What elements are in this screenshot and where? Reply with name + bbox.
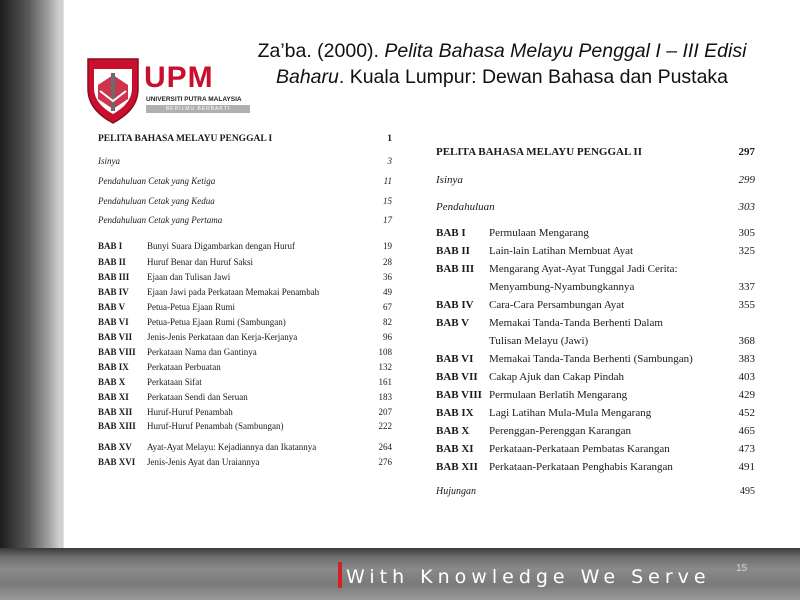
chapter-label: BAB XII — [436, 461, 478, 473]
left-sidebar-band — [0, 0, 64, 548]
intro-page: 303 — [738, 201, 755, 213]
chapter-row — [98, 377, 392, 387]
chapter-page: 19 — [383, 241, 392, 251]
chapter-row — [436, 386, 755, 404]
chapter-label: BAB XI — [98, 392, 129, 402]
chapter-row — [436, 368, 755, 386]
chapter-title: Lagi Latihan Mula-Mula Mengarang — [489, 407, 652, 419]
chapter-title: Bunyi Suara Digambarkan dengan Huruf — [147, 241, 295, 251]
chapter-row — [436, 422, 755, 440]
citation-publisher: . Kuala Lumpur: Dewan Bahasa dan Pustaka — [338, 66, 729, 88]
chapter-page: 403 — [738, 371, 755, 383]
page2-title: PELITA BAHASA MELAYU PENGGAL II — [436, 146, 642, 158]
chapter-page: 276 — [378, 457, 392, 467]
page1-title-page: 1 — [387, 134, 392, 144]
chapter-row — [98, 317, 392, 327]
intro-text: Pendahuluan Cetak yang Ketiga — [98, 176, 216, 186]
page2-title-page: 297 — [738, 146, 755, 158]
chapter-title: Memakai Tanda-Tanda Berhenti (Sambungan) — [489, 353, 693, 365]
intro-text: Pendahuluan Cetak yang Kedua — [98, 196, 215, 206]
chapter-label: BAB II — [98, 257, 126, 267]
chapter-label: BAB VI — [98, 317, 129, 327]
chapter-page: 82 — [383, 317, 392, 327]
chapter-page: 207 — [378, 407, 392, 417]
chapter-label: BAB III — [436, 263, 475, 275]
intro-page: 17 — [383, 215, 392, 225]
chapter-page: 337 — [738, 281, 755, 293]
intro-page: 3 — [387, 156, 392, 166]
chapter-title: Permulaan Berlatih Mengarang — [489, 389, 628, 401]
chapter-page: 452 — [738, 407, 755, 419]
footer-accent-bar — [338, 562, 342, 588]
chapter-page: 28 — [383, 257, 392, 267]
outro-text: Hujungan — [436, 486, 476, 497]
chapter-page: 355 — [738, 299, 755, 311]
chapter-title: Perkataan Nama dan Gantinya — [147, 347, 257, 357]
chapter-label: BAB VI — [436, 353, 474, 365]
intro-page: 11 — [383, 176, 392, 186]
chapter-title: Huruf-Huruf Penambah — [147, 407, 233, 417]
page1-intro-row — [98, 156, 392, 166]
chapter-title: Petua-Petua Ejaan Rumi (Sambungan) — [147, 317, 286, 327]
chapter-row — [98, 362, 392, 372]
chapter-label: BAB XV — [98, 442, 132, 452]
chapter-row — [98, 442, 392, 452]
page2-title-row — [436, 146, 755, 158]
chapter-label: BAB XI — [436, 443, 474, 455]
chapter-title: Jenis-Jenis Ayat dan Uraiannya — [147, 457, 260, 467]
chapter-title: Ejaan Jawi pada Perkataan Memakai Penambah — [147, 287, 320, 297]
chapter-row — [98, 347, 392, 357]
chapter-row — [98, 257, 392, 267]
page2-outro-row — [436, 486, 755, 497]
chapter-page: 96 — [383, 332, 392, 342]
intro-text: Isinya — [436, 174, 463, 186]
chapter-row — [98, 332, 392, 342]
chapter-page: 183 — [378, 392, 392, 402]
page1-intro-row — [98, 176, 392, 186]
intro-page: 15 — [383, 196, 392, 206]
chapter-row — [436, 404, 755, 422]
chapter-page: 108 — [378, 347, 392, 357]
chapter-page: 161 — [378, 377, 392, 387]
chapter-page: 222 — [378, 421, 392, 431]
page1-title-row — [98, 134, 392, 144]
book-page-penggal-1 — [92, 126, 396, 512]
citation-book-title: Pelita Bahasa Melayu Penggal I – III Edisi Baharu — [275, 40, 747, 88]
chapter-page: 49 — [383, 287, 392, 297]
chapter-title: Huruf Benar dan Huruf Saksi — [147, 257, 253, 267]
chapter-row — [98, 287, 392, 297]
chapter-page: 305 — [738, 227, 755, 239]
chapter-page: 67 — [383, 302, 392, 312]
upm-crest-icon — [84, 55, 142, 125]
chapter-label: BAB VIII — [436, 389, 482, 401]
chapter-row — [98, 457, 392, 467]
chapter-title: Memakai Tanda-Tanda Berhenti Dalam Tulisan Melayu (Jawi) — [489, 317, 663, 347]
chapter-row — [436, 260, 755, 296]
chapter-row — [436, 350, 755, 368]
chapter-page: 368 — [738, 335, 755, 347]
chapter-page: 465 — [738, 425, 755, 437]
citation-author-year: Za’ba. (2000). — [257, 40, 385, 62]
chapter-row — [98, 302, 392, 312]
page1-title: PELITA BAHASA MELAYU PENGGAL I — [98, 134, 273, 144]
chapter-page: 36 — [383, 272, 392, 282]
chapter-row — [98, 392, 392, 402]
chapter-title: Perkataan Perbuatan — [147, 362, 221, 372]
chapter-label: BAB IX — [98, 362, 129, 372]
page2-intro-row — [436, 174, 755, 186]
chapter-label: BAB XII — [98, 407, 133, 417]
chapter-label: BAB III — [98, 272, 130, 282]
chapter-label: BAB XIII — [98, 421, 136, 431]
chapter-label: BAB IX — [436, 407, 474, 419]
slide-number: 15 — [736, 563, 748, 574]
chapter-label: BAB V — [98, 302, 126, 312]
chapter-label: BAB VII — [436, 371, 478, 383]
page1-intro-row — [98, 215, 392, 225]
chapter-page: 325 — [738, 245, 755, 257]
chapter-label: BAB IV — [436, 299, 474, 311]
chapter-title: Perkataan-Perkataan Penghabis Karangan — [489, 461, 673, 473]
footer-band — [0, 548, 800, 600]
chapter-row — [98, 272, 392, 282]
chapter-label: BAB V — [436, 317, 470, 329]
citation-heading — [236, 38, 768, 90]
footer-tagline: With Knowledge We Serve — [346, 566, 711, 588]
chapter-title: Petua-Petua Ejaan Rumi — [147, 302, 235, 312]
chapter-row — [98, 241, 392, 251]
chapter-title: Mengarang Ayat-Ayat Tunggal Jadi Cerita: Menyambung-Nyambungkannya — [489, 263, 678, 293]
chapter-title: Perkataan Sifat — [147, 377, 202, 387]
chapter-label: BAB I — [436, 227, 466, 239]
sidebar-stripe — [60, 0, 63, 548]
chapter-label: BAB XVI — [98, 457, 136, 467]
chapter-label: BAB X — [98, 377, 126, 387]
chapter-row — [436, 440, 755, 458]
chapter-row — [98, 421, 392, 431]
chapter-title: Perkataan Sendi dan Seruan — [147, 392, 248, 402]
chapter-title: Lain-lain Latihan Membuat Ayat — [489, 245, 634, 257]
intro-page: 299 — [738, 174, 755, 186]
chapter-label: BAB X — [436, 425, 470, 437]
chapter-label: BAB IV — [98, 287, 129, 297]
chapter-label: BAB I — [98, 241, 123, 251]
chapter-page: 132 — [378, 362, 392, 372]
chapter-label: BAB VII — [98, 332, 133, 342]
chapter-title: Perkataan-Perkataan Pembatas Karangan — [489, 443, 670, 455]
chapter-title: Jenis-Jenis Perkataan dan Kerja-Kerjanya — [147, 332, 298, 342]
chapter-title: Ayat-Ayat Melayu: Kejadiannya dan Ikatannya — [147, 442, 317, 452]
logo-motto: BERILMU BERBAKTI — [146, 105, 250, 113]
chapter-title: Permulaan Mengarang — [489, 227, 589, 239]
page1-intro-row — [98, 196, 392, 206]
logo-university-name: UNIVERSITI PUTRA MALAYSIA — [146, 96, 242, 103]
chapter-title: Cakap Ajuk dan Cakap Pindah — [489, 371, 625, 383]
logo-wordmark: UPM — [144, 61, 214, 94]
page2-intro-row — [436, 201, 755, 213]
chapter-title: Perenggan-Perenggan Karangan — [489, 425, 632, 437]
chapter-row — [98, 407, 392, 417]
intro-text: Isinya — [98, 156, 120, 166]
chapter-title: Ejaan dan Tulisan Jawi — [147, 272, 231, 282]
chapter-row — [436, 242, 755, 260]
chapter-title: Huruf-Huruf Penambah (Sambungan) — [147, 421, 284, 431]
chapter-page: 473 — [738, 443, 755, 455]
chapter-page: 429 — [738, 389, 755, 401]
outro-page: 495 — [740, 486, 755, 497]
intro-text: Pendahuluan Cetak yang Pertama — [98, 215, 223, 225]
chapter-row — [436, 314, 755, 350]
intro-text: Pendahuluan — [436, 201, 495, 213]
chapter-label: BAB VIII — [98, 347, 136, 357]
chapter-row — [436, 458, 755, 476]
chapter-title: Cara-Cara Persambungan Ayat — [489, 299, 625, 311]
chapter-page: 383 — [738, 353, 755, 365]
chapter-page: 264 — [378, 442, 392, 452]
chapter-page: 491 — [738, 461, 755, 473]
chapter-label: BAB II — [436, 245, 470, 257]
upm-logo — [84, 55, 254, 125]
chapter-row — [436, 296, 755, 314]
chapter-row — [436, 224, 755, 242]
book-page-penggal-2 — [427, 137, 761, 509]
